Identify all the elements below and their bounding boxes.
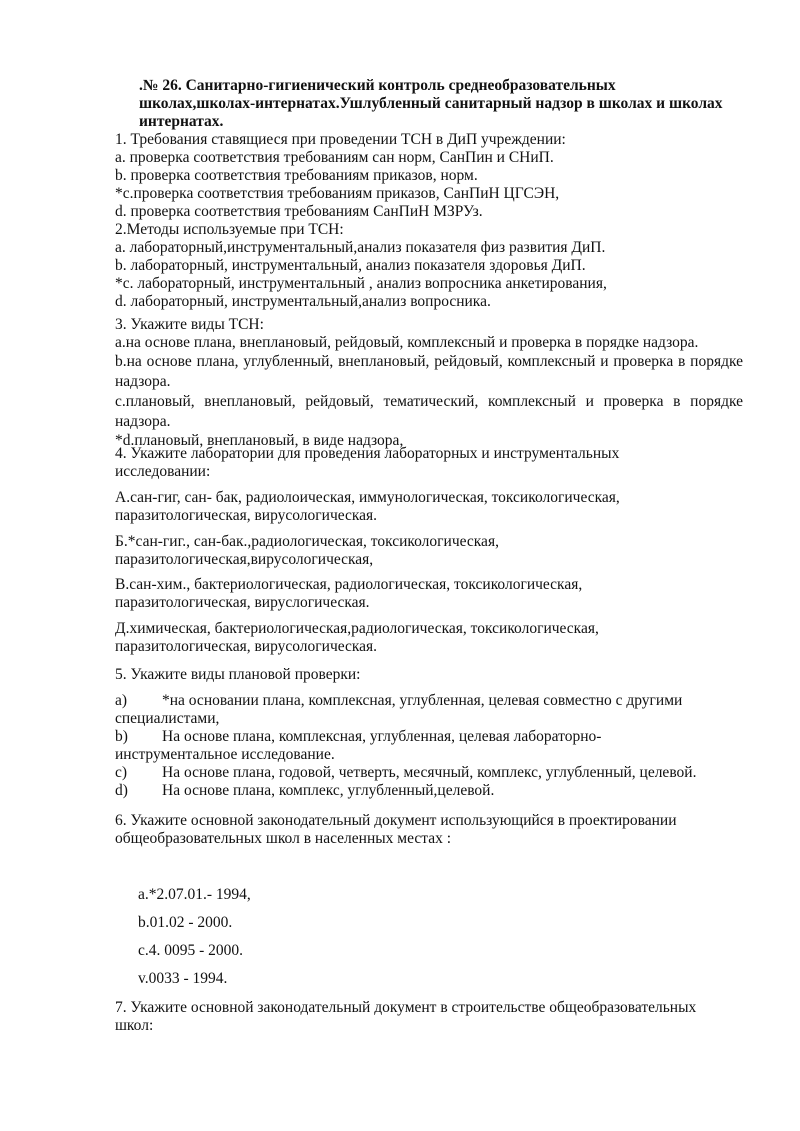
option-label: d) xyxy=(115,782,128,799)
document-title: .№ 26. Санитарно-гигиенический контроль среднеобразовательных школах,школах-интернатах.Ушлубленный санитарный надзор в школах и школах интернатах. xyxy=(139,77,723,130)
option-label: a) xyxy=(115,692,128,709)
option-label: b) xyxy=(115,728,128,745)
question-1-option-d: d. проверка соответствия требованиям СанПиН МЗРУз. xyxy=(115,203,483,220)
question-1-text: 1. Требования ставящиеся при проведении ТСН в ДиП учреждении: xyxy=(115,131,566,148)
question-5-option-a-continuation: специалистами, xyxy=(115,710,220,727)
question-6-option-d: v.0033 - 1994. xyxy=(138,970,228,987)
question-1-option-a: a. проверка соответствия требованиям сан норм, СанПин и СНиП. xyxy=(115,149,554,166)
question-5-option-a xyxy=(115,692,743,710)
option-text: *на основании плана, комплексная, углубленная, целевая совместно с другими xyxy=(162,692,683,709)
option-text: На основе плана, годовой, четверть, месячный, комплекс, углубленный, целевой. xyxy=(162,764,697,781)
question-3-option-b: b.на основе плана, углубленный, внеплановый, рейдовый, комплексный и проверка в порядке надзора. xyxy=(115,353,743,390)
question-5-option-b xyxy=(115,728,743,746)
question-4-option-a: А.сан-гиг, сан- бак, радиолоическая, иммунологическая, токсикологическая, паразитологическая, вирусологическая. xyxy=(115,489,620,524)
question-1-option-b: b. проверка соответствия требованиям приказов, норм. xyxy=(115,167,478,184)
question-3-option-c: c.плановый, внеплановый, рейдовый, тематический, комплексный и проверка в порядке надзора. xyxy=(115,393,743,430)
question-2-option-c: *с. лабораторный, инструментальный , анализ вопросника анкетирования, xyxy=(115,275,607,292)
question-3-text: 3. Укажите виды ТСН: xyxy=(115,316,264,333)
question-6-option-b: b.01.02 - 2000. xyxy=(138,914,233,931)
question-1 xyxy=(115,131,743,221)
question-3 xyxy=(115,316,743,450)
question-3-option-d: *d.плановый, внеплановый, в виде надзора, xyxy=(115,432,404,449)
question-4 xyxy=(115,445,675,481)
question-5-option-d xyxy=(115,782,743,800)
option-text: На основе плана, комплекс, углубленный,целевой. xyxy=(162,782,495,799)
question-6-option-a: a.*2.07.01.- 1994, xyxy=(138,886,251,903)
question-5-option-b-continuation: инструментальное исследование. xyxy=(115,746,335,763)
question-4-option-d: Д.химическая, бактериологическая,радиологическая, токсикологическая, паразитологическая, вирусологическая. xyxy=(115,620,599,655)
question-6-option-c: c.4. 0095 - 2000. xyxy=(138,942,244,959)
question-2-option-b: b. лабораторный, инструментальный, анализ показателя здоровья ДиП. xyxy=(115,257,586,274)
question-3-option-a: a.на основе плана, внеплановый, рейдовый, комплексный и проверка в порядке надзора. xyxy=(115,334,699,351)
question-2-text: 2.Методы используемые при ТСН: xyxy=(115,221,344,238)
question-4-option-c: В.сан-хим., бактериологическая, радиологическая, токсикологическая, паразитологическая, вируслогическая. xyxy=(115,576,583,611)
question-4-option-b: Б.*сан-гиг., сан-бак.,радиологическая, токсикологическая, паразитологическая,вирусологическая, xyxy=(115,533,499,568)
option-text: На основе плана, комплексная, углубленная, целевая лабораторно- xyxy=(162,728,602,745)
question-1-option-c: *с.проверка соответствия требованиям приказов, СанПиН ЦГСЭН, xyxy=(115,185,560,202)
question-4-text: 4. Укажите лаборатории для проведения лабораторных и инструментальных исследовании: xyxy=(115,445,620,480)
question-5-option-c xyxy=(115,764,743,782)
option-label: c) xyxy=(115,764,128,781)
question-2-option-a: a. лабораторный,инструментальный,анализ показателя физ развития ДиП. xyxy=(115,239,606,256)
question-5-text: 5. Укажите виды плановой проверки: xyxy=(115,666,361,683)
question-2 xyxy=(115,221,743,311)
question-7-text: 7. Укажите основной законодательный документ в строительстве общеобразовательных школ: xyxy=(115,999,697,1034)
question-5-options xyxy=(115,692,743,800)
question-2-option-d: d. лабораторный, инструментальный,анализ вопросника. xyxy=(115,293,491,310)
question-6-text: 6. Укажите основной законодательный документ использующийся в проектировании общеобразовательных школ в населенных местах : xyxy=(115,812,677,847)
